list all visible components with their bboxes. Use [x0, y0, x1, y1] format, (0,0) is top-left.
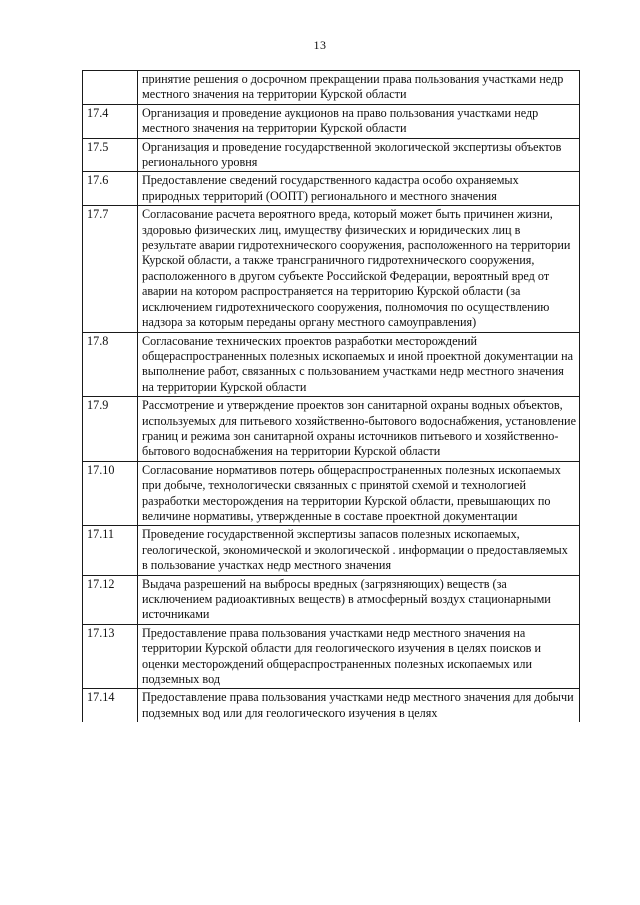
- page-number: 13: [313, 38, 327, 52]
- table-row: [83, 172, 580, 206]
- row-number: 17.5: [83, 138, 138, 172]
- row-description: Предоставление права пользования участками недр местного значения на территории Курской области для геологического изучения в целях поисков и оценки месторождений общераспространенных полезных ископаемых или подземных вод: [138, 624, 580, 689]
- table-row: [83, 138, 580, 172]
- row-number: 17.7: [83, 206, 138, 332]
- row-number: [83, 71, 138, 105]
- row-number: 17.8: [83, 332, 138, 397]
- row-description: Рассмотрение и утверждение проектов зон санитарной охраны водных объектов, используемых для питьевого хозяйственно-бытового водоснабжения, установление границ и режима зон санитарной охраны источников питьевого и хозяйственно-бытового водоснабжения на территории Курской области: [138, 397, 580, 462]
- table-row: [83, 71, 580, 105]
- table-row: [83, 104, 580, 138]
- row-number: 17.9: [83, 397, 138, 462]
- row-number: 17.14: [83, 689, 138, 722]
- row-description: принятие решения о досрочном прекращении права пользования участками недр местного значения на территории Курской области: [138, 71, 580, 105]
- row-description: Организация и проведение государственной экологической экспертизы объектов регионального уровня: [138, 138, 580, 172]
- row-number: 17.4: [83, 104, 138, 138]
- row-number: 17.6: [83, 172, 138, 206]
- row-description: Выдача разрешений на выбросы вредных (загрязняющих) веществ (за исключением радиоактивных веществ) в атмосферный воздух стационарными источниками: [138, 575, 580, 624]
- row-description: Предоставление сведений государственного кадастра особо охраняемых природных территорий (ООПТ) регионального и местного значения: [138, 172, 580, 206]
- row-description: Проведение государственной экспертизы запасов полезных ископаемых, геологической, экономической и экологической . информации о предоставляемых в пользование участках недр местного значения: [138, 526, 580, 575]
- row-number: 17.12: [83, 575, 138, 624]
- authority-table: [82, 70, 580, 722]
- row-description: Согласование нормативов потерь общераспространенных полезных ископаемых при добыче, технологически связанных с принятой схемой и технологией разработки месторождения на территории Курской области, превышающих по величине нормативы, утвержденные в составе проектной документации: [138, 461, 580, 526]
- table-row: [83, 526, 580, 575]
- row-number: 17.11: [83, 526, 138, 575]
- table-row: [83, 624, 580, 689]
- table-row: [83, 206, 580, 332]
- row-description: Согласование технических проектов разработки месторождений общераспространенных полезных ископаемых и иной проектной документации на выполнение работ, связанных с пользованием участками недр местного значения на территории Курской области: [138, 332, 580, 397]
- table-body: [83, 71, 580, 723]
- row-number: 17.10: [83, 461, 138, 526]
- table-row: [83, 575, 580, 624]
- row-description: Организация и проведение аукционов на право пользования участками недр местного значения на территории Курской области: [138, 104, 580, 138]
- row-description: Предоставление права пользования участками недр местного значения для добычи подземных вод или для геологического изучения в целях: [138, 689, 580, 722]
- row-number: 17.13: [83, 624, 138, 689]
- table-row: [83, 461, 580, 526]
- table-row: [83, 689, 580, 722]
- row-description: Согласование расчета вероятного вреда, который может быть причинен жизни, здоровью физических лиц, имуществу физических и юридических лиц в результате аварии гидротехнического сооружения, расположенного на территории Курской области, а также трансграничного гидротехнического сооружения, расположенного в другом субъекте Российской Федерации, вероятный вред от аварии на котором распространяется на территорию Курской области (за исключением гидротехнического сооружения, полномочия по осуществлению надзора за которым переданы органу местного самоуправления): [138, 206, 580, 332]
- table-row: [83, 332, 580, 397]
- table-row: [83, 397, 580, 462]
